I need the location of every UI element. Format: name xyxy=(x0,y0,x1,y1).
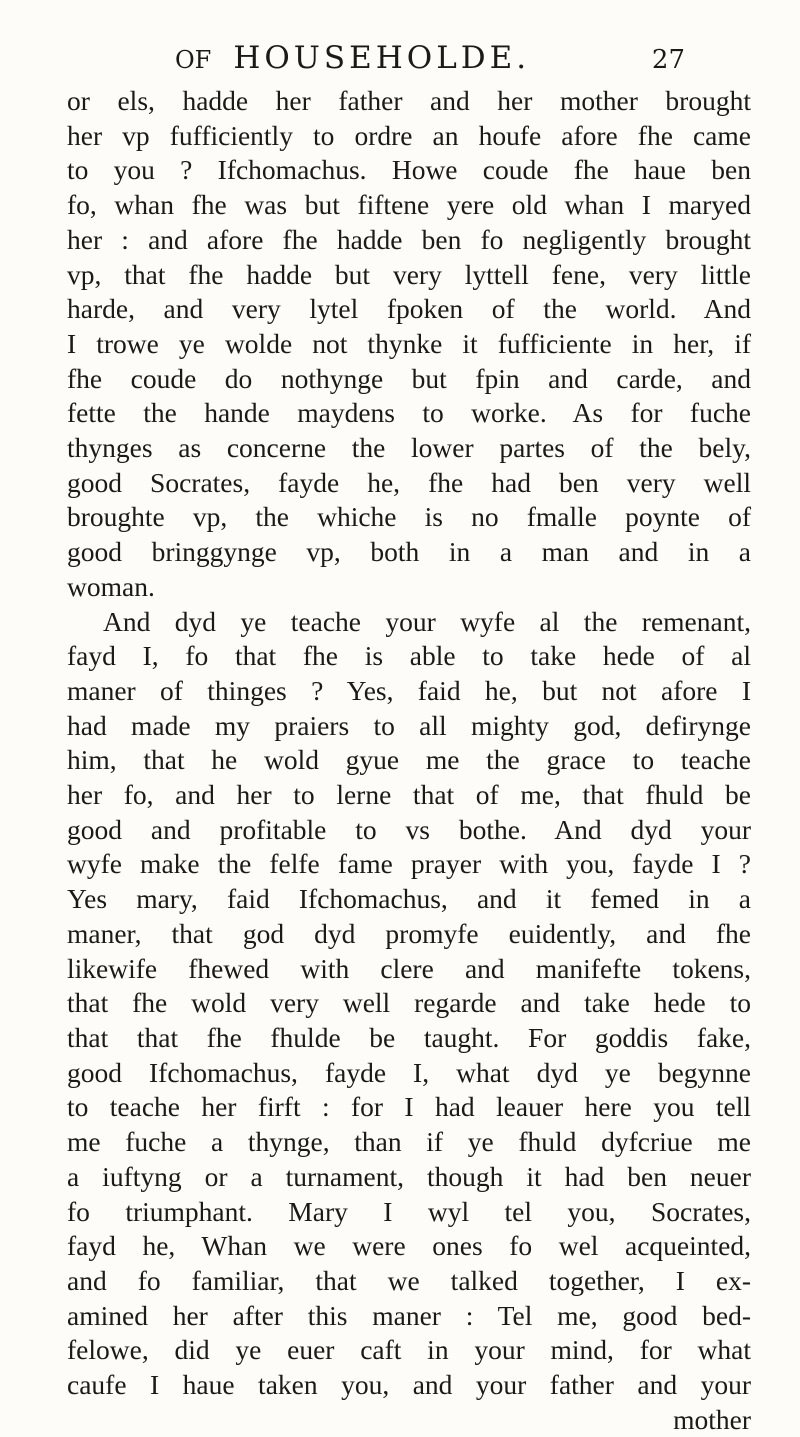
paragraph-start-line: And dyd ye teache your wyfe al the remenant, xyxy=(103,605,751,637)
text-line: likewife fhewed with clere and manifefte tokens, xyxy=(67,952,751,984)
text-line: fhe coude do nothynge but fpin and carde, and xyxy=(67,362,751,394)
text-line: thynges as concerne the lower partes of the bely, xyxy=(67,432,751,464)
text-line: wyfe make the felfe fame prayer with you, fayde I ? xyxy=(67,848,751,880)
text-line: vp, that fhe hadde but very lyttell fene, very little xyxy=(67,258,751,290)
text-line: and fo familiar, that we talked together, I ex- xyxy=(67,1264,751,1296)
catchword: mother xyxy=(673,1403,751,1435)
text-line: good and profitable to vs bothe. And dyd your xyxy=(67,813,751,845)
text-line: I trowe ye wolde not thynke it fufficiente in her, if xyxy=(67,327,751,359)
text-line: felowe, did ye euer caft in your mind, for what xyxy=(67,1334,751,1366)
header-title: HOUSEHOLDE. xyxy=(233,40,531,76)
text-line: to teache her firft : for I had leauer here you tell xyxy=(67,1091,751,1123)
text-line: me fuche a thynge, than if ye fhuld dyfcriue me xyxy=(67,1126,751,1158)
text-line: that that fhe fhulde be taught. For goddis fake, xyxy=(67,1021,751,1053)
text-line: had made my praiers to all mighty god, defirynge xyxy=(67,709,751,741)
text-line: him, that he wold gyue me the grace to teache xyxy=(67,744,751,776)
text-line: broughte vp, the whiche is no fmalle poynte of xyxy=(67,501,751,533)
text-line: maner of thinges ? Yes, faid he, but not afore I xyxy=(67,674,751,706)
text-line: caufe I haue taken you, and your father and your xyxy=(67,1369,751,1401)
text-line: her fo, and her to lerne that of me, that fhuld be xyxy=(67,779,751,811)
text-line: good bringgynge vp, both in a man and in a xyxy=(67,536,751,568)
page-number: 27 xyxy=(651,45,685,75)
text-line: that fhe wold very well regarde and take hede to xyxy=(67,987,751,1019)
text-line: or els, hadde her father and her mother brought xyxy=(67,85,751,116)
text-line: fo, whan fhe was but fiftene yere old whan I maryed xyxy=(67,189,751,221)
text-line: to you ? Ifchomachus. Howe coude fhe haue ben xyxy=(67,154,751,186)
text-line: harde, and very lytel fpoken of the world. And xyxy=(67,293,751,325)
text-line: fayd he, Whan we were ones fo wel acqueinted, xyxy=(67,1230,751,1262)
text-line: her : and afore fhe hadde ben fo negligently brought xyxy=(67,223,751,255)
text-line: good Socrates, fayde he, fhe had ben very well xyxy=(67,466,751,498)
text-line: fette the hande maydens to worke. As for fuche xyxy=(67,397,751,429)
running-header xyxy=(175,40,685,76)
text-line: fo triumphant. Mary I wyl tel you, Socrates, xyxy=(67,1195,751,1227)
text-line: fayd I, fo that fhe is able to take hede of al xyxy=(67,640,751,672)
text-line: maner, that god dyd promyfe euidently, and fhe xyxy=(67,917,751,949)
text-line: her vp fufficiently to ordre an houfe afore fhe came xyxy=(67,119,751,151)
text-line: amined her after this maner : Tel me, good bed- xyxy=(67,1299,751,1331)
text-line: woman. xyxy=(67,570,155,602)
text-line: a iuftyng or a turnament, though it had ben neuer xyxy=(67,1160,751,1192)
body-text xyxy=(67,84,751,1437)
header-prefix: OF xyxy=(175,46,212,74)
text-line: good Ifchomachus, fayde I, what dyd ye begynne xyxy=(67,1056,751,1088)
text-line: Yes mary, faid Ifchomachus, and it femed in a xyxy=(67,883,751,915)
